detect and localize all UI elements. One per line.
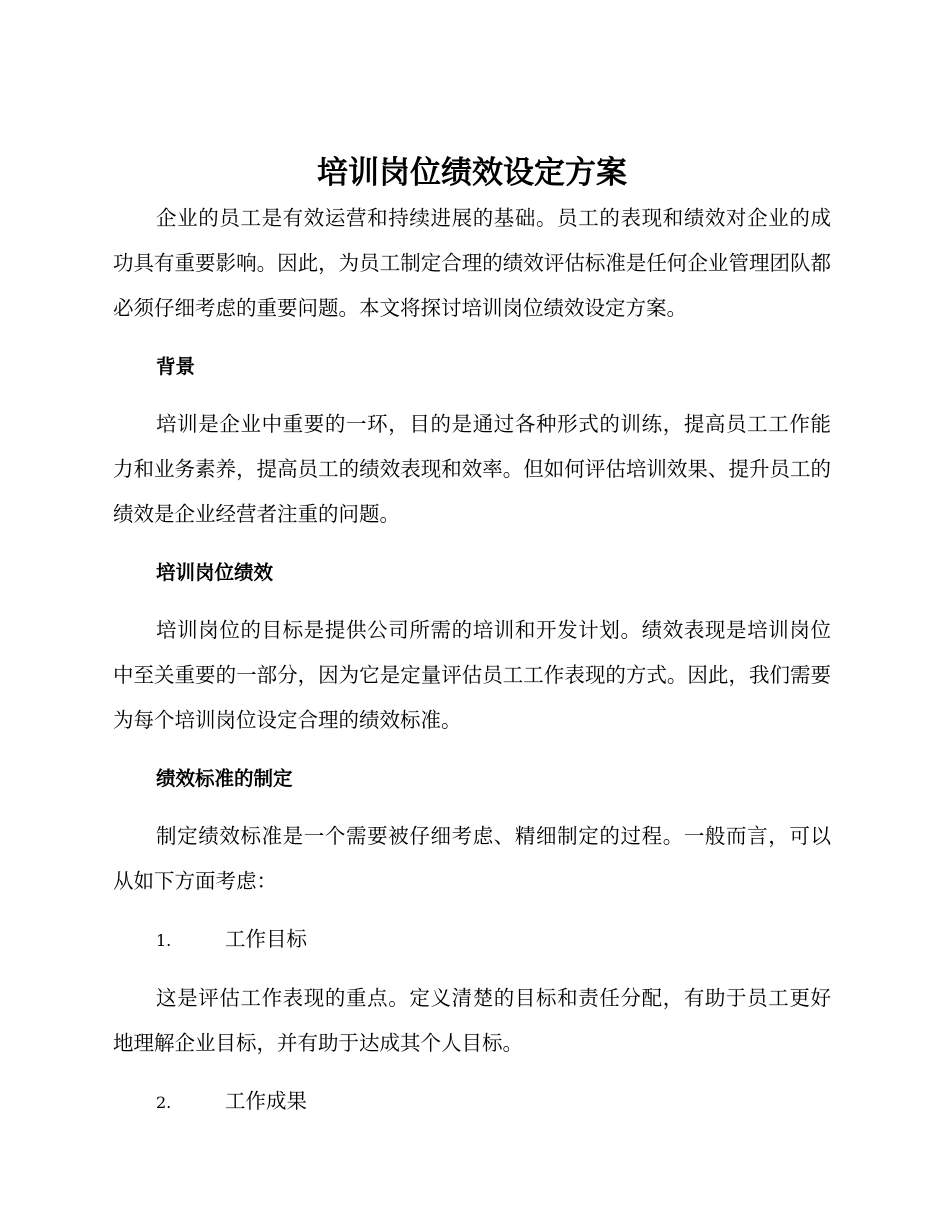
list-item-work-goals [113, 917, 831, 963]
list-item-number: 1. [156, 931, 172, 950]
section-heading-standards: 绩效标准的制定 [156, 767, 293, 790]
list-item-work-results [113, 1079, 831, 1125]
document-title: 培训岗位绩效设定方案 [317, 155, 627, 191]
section-heading-training-performance: 培训岗位绩效 [156, 561, 274, 584]
section-body-standards: 制定绩效标准是一个需要被仔细考虑、精细制定的过程。一般而言，可以从如下方面考虑： [113, 824, 831, 893]
intro-paragraph: 企业的员工是有效运营和持续进展的基础。员工的表现和绩效对企业的成功具有重要影响。因此，为员工制定合理的绩效评估标准是任何企业管理团队都必须仔细考虑的重要问题。本文将探讨培训岗位绩效设定方案。 [113, 206, 831, 320]
section-body-training-performance: 培训岗位的目标是提供公司所需的培训和开发计划。绩效表现是培训岗位中至关重要的一部分，因为它是定量评估员工工作表现的方式。因此，我们需要为每个培训岗位设定合理的绩效标准。 [113, 618, 831, 732]
list-item-label: 工作目标 [225, 927, 307, 951]
section-heading-background: 背景 [156, 355, 196, 378]
section-body-background: 培训是企业中重要的一环，目的是通过各种形式的训练，提高员工工作能力和业务素养，提高员工的绩效表现和效率。但如何评估培训效果、提升员工的绩效是企业经营者注重的问题。 [113, 412, 831, 526]
list-item-label: 工作成果 [225, 1089, 307, 1113]
list-item-number: 2. [156, 1093, 172, 1112]
document-page [113, 150, 831, 1138]
list-item-body-work-goals: 这是评估工作表现的重点。定义清楚的目标和责任分配，有助于员工更好地理解企业目标，并有助于达成其个人目标。 [113, 986, 831, 1055]
